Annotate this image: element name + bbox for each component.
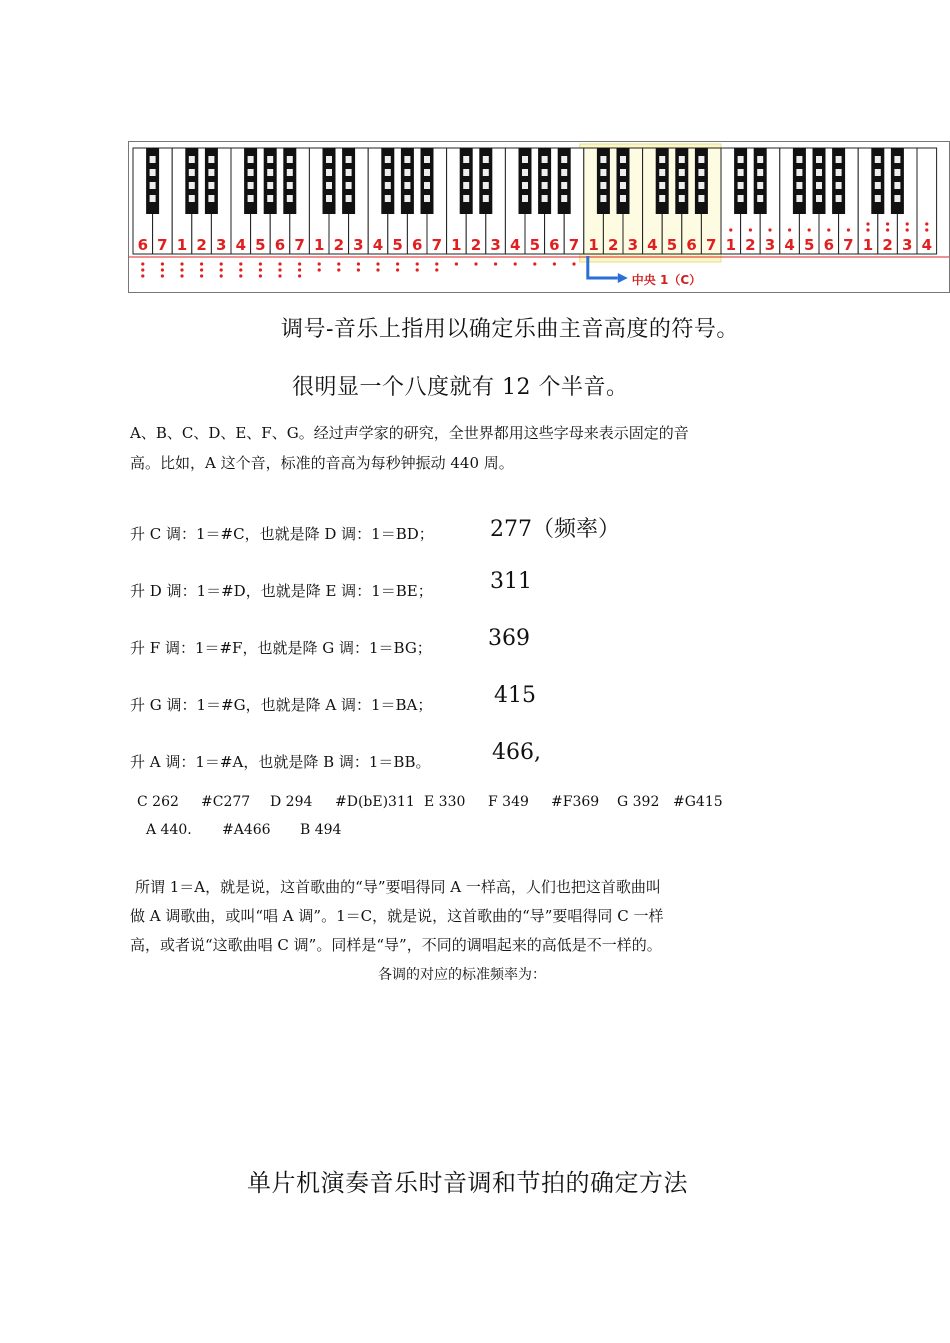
black-key-mark (561, 169, 567, 176)
paragraph-notes-line-2: 高。比如，A 这个音，标准的音高为每秒钟振动 440 周。 (130, 454, 514, 472)
white-key-number: 5 (666, 236, 678, 254)
white-key-number: 4 (372, 236, 384, 254)
black-key-mark (346, 195, 352, 202)
black-key-mark (404, 182, 410, 189)
key-line-f-sharp: 升 F 调：1＝#F，也就是降 G 调：1＝BG； (130, 639, 432, 657)
black-key-mark (738, 182, 744, 189)
freq-item: #F369 (551, 794, 600, 810)
white-key-number: 4 (921, 236, 933, 254)
heading-semitones: 很明显一个八度就有 12 个半音。 (292, 375, 629, 400)
white-key-number: 7 (431, 236, 443, 254)
black-key-mark (875, 182, 881, 189)
black-key-mark (463, 182, 469, 189)
black-key-mark (248, 195, 254, 202)
black-key-mark (404, 169, 410, 176)
white-key-number: 3 (764, 236, 776, 254)
black-key-mark (738, 195, 744, 202)
octave-dot (278, 274, 281, 277)
black-key-mark (561, 156, 567, 163)
octave-dot (220, 268, 223, 271)
white-key-number: 3 (215, 236, 227, 254)
black-key-mark (385, 182, 391, 189)
octave-dot (337, 268, 340, 271)
octave-dot (788, 228, 791, 231)
black-key-mark (875, 169, 881, 176)
black-key-mark (679, 169, 685, 176)
black-key-mark (189, 169, 195, 176)
octave-dot (298, 274, 301, 277)
octave-dot (298, 262, 301, 265)
octave-dot (259, 262, 262, 265)
octave-dot (827, 228, 830, 231)
octave-dot (141, 274, 144, 277)
octave-dot (925, 222, 928, 225)
octave-dot (161, 268, 164, 271)
octave-dot (220, 274, 223, 277)
black-key-mark (208, 182, 214, 189)
octave-dot (239, 274, 242, 277)
black-key-mark (424, 169, 430, 176)
black-key-mark (738, 169, 744, 176)
black-key-mark (659, 195, 665, 202)
black-key-mark (150, 156, 156, 163)
octave-dot (278, 262, 281, 265)
paragraph-1-equals-a-line-3: 高，或者说“这歌曲唱 C 调”。同样是“导”，不同的调唱起来的高低是不一样的。 (130, 936, 662, 954)
black-key-mark (404, 195, 410, 202)
black-key-mark (483, 182, 489, 189)
white-key-number: 3 (901, 236, 913, 254)
black-key-mark (424, 182, 430, 189)
black-key-mark (757, 169, 763, 176)
white-key-number: 1 (588, 236, 599, 254)
black-key-mark (698, 195, 704, 202)
black-key-mark (561, 182, 567, 189)
black-key-mark (600, 169, 606, 176)
octave-dot (278, 268, 281, 271)
black-key-mark (679, 195, 685, 202)
black-key-mark (659, 156, 665, 163)
black-key-mark (248, 156, 254, 163)
octave-dot (239, 262, 242, 265)
white-key-number: 4 (784, 236, 795, 254)
freq-item: A 440. (146, 822, 192, 838)
octave-dot (161, 274, 164, 277)
black-key-mark (424, 195, 430, 202)
white-key-number: 1 (176, 236, 188, 254)
frequency-caption: 各调的对应的标准频率为： (378, 967, 546, 983)
white-key-number: 1 (862, 236, 874, 254)
octave-dot (259, 274, 262, 277)
freq-item: #A466 (222, 822, 271, 838)
octave-dot (396, 268, 399, 271)
octave-dot (200, 268, 203, 271)
freq-item: #D(bE)311 (335, 794, 415, 810)
black-key-mark (542, 169, 548, 176)
key-freq-g-sharp: 415 (494, 683, 536, 708)
black-key-mark (836, 156, 842, 163)
octave-dot (180, 274, 183, 277)
black-key-mark (875, 156, 881, 163)
key-freq-c-sharp: 277（频率） (490, 517, 620, 542)
black-key-mark (248, 182, 254, 189)
black-key-mark (267, 182, 273, 189)
freq-item: D 294 (270, 794, 313, 810)
arrow-head-icon (618, 273, 628, 283)
black-key-mark (522, 156, 528, 163)
black-key-mark (150, 182, 156, 189)
octave-dot (180, 262, 183, 265)
octave-dot (435, 262, 438, 265)
black-key-mark (757, 156, 763, 163)
black-key-mark (679, 156, 685, 163)
white-key-number: 3 (353, 236, 364, 254)
piano-keyboard-figure (128, 141, 950, 293)
white-key-number: 2 (745, 236, 756, 254)
octave-dot (298, 268, 301, 271)
white-key-number: 6 (823, 236, 835, 254)
black-key-mark (346, 169, 352, 176)
white-key-number: 6 (411, 236, 423, 254)
black-key-mark (326, 169, 332, 176)
key-freq-d-sharp: 311 (490, 569, 532, 594)
white-key-number: 3 (490, 236, 501, 254)
freq-item: F 349 (488, 794, 529, 810)
octave-dot (749, 228, 752, 231)
octave-dot (553, 262, 556, 265)
octave-dot (474, 262, 477, 265)
paragraph-1-equals-a-line-2: 做 A 调歌曲，或叫“唱 A 调”。1＝C，就是说，这首歌曲的“导”要唱得同 C 一样 (130, 907, 664, 925)
paragraph-notes-line-1: A、B、C、D、E、F、G。经过声学家的研究，全世界都用这些字母来表示固定的音 (130, 424, 689, 442)
black-key-mark (404, 156, 410, 163)
black-key-mark (816, 182, 822, 189)
white-key-number: 6 (686, 236, 697, 254)
black-key-mark (287, 156, 293, 163)
freq-item: G 392 (617, 794, 660, 810)
white-key-number: 7 (294, 236, 305, 254)
black-key-mark (542, 156, 548, 163)
octave-dot (514, 262, 517, 265)
black-key-mark (620, 182, 626, 189)
black-key-mark (208, 169, 214, 176)
black-key-mark (600, 195, 606, 202)
white-key-number: 4 (647, 236, 658, 254)
black-key-mark (836, 182, 842, 189)
black-key-mark (248, 169, 254, 176)
black-key-mark (757, 195, 763, 202)
octave-dot (141, 262, 144, 265)
white-key-number: 1 (313, 236, 325, 254)
black-key-mark (796, 156, 802, 163)
white-key-number: 1 (451, 236, 462, 254)
black-key-mark (189, 156, 195, 163)
heading-key-signature: 调号-音乐上指用以确定乐曲主音高度的符号。 (281, 317, 739, 342)
black-key-mark (287, 195, 293, 202)
octave-dot (161, 262, 164, 265)
white-key-number: 2 (607, 236, 619, 254)
octave-dot (533, 262, 536, 265)
black-key-mark (267, 195, 273, 202)
black-key-mark (698, 182, 704, 189)
black-key-mark (542, 182, 548, 189)
octave-dot (200, 262, 203, 265)
white-key-number: 2 (470, 236, 482, 254)
key-line-a-sharp: 升 A 调：1＝#A，也就是降 B 调：1＝BB。 (130, 753, 431, 771)
key-freq-a-sharp: 466, (492, 740, 541, 765)
octave-dot (435, 268, 438, 271)
octave-dot (337, 262, 340, 265)
black-key-mark (620, 195, 626, 202)
black-key-mark (150, 169, 156, 176)
black-key-mark (600, 156, 606, 163)
black-key-mark (796, 195, 802, 202)
key-line-d-sharp: 升 D 调：1＝#D，也就是降 E 调：1＝BE； (130, 582, 433, 600)
black-key-mark (208, 195, 214, 202)
black-key-mark (385, 156, 391, 163)
octave-dot (886, 222, 889, 225)
octave-dot (180, 268, 183, 271)
section-title: 单片机演奏音乐时音调和节拍的确定方法 (247, 1169, 688, 1197)
key-line-c-sharp: 升 C 调：1＝#C，也就是降 D 调：1＝BD； (130, 525, 434, 543)
black-key-mark (561, 195, 567, 202)
white-key-number: 4 (235, 236, 247, 254)
black-key-mark (796, 182, 802, 189)
black-key-mark (483, 195, 489, 202)
white-key-number: 2 (196, 236, 207, 254)
black-key-mark (894, 169, 900, 176)
octave-dot (376, 262, 379, 265)
octave-dot (866, 228, 869, 231)
black-key-mark (463, 195, 469, 202)
white-key-number: 2 (882, 236, 893, 254)
octave-dot (768, 228, 771, 231)
black-key-mark (463, 156, 469, 163)
black-key-mark (698, 169, 704, 176)
white-key-number: 1 (725, 236, 737, 254)
black-key-mark (836, 169, 842, 176)
white-key-number: 7 (843, 236, 854, 254)
octave-dot (239, 268, 242, 271)
black-key-mark (385, 169, 391, 176)
white-key-number: 5 (392, 236, 403, 254)
black-key-mark (522, 182, 528, 189)
white-key-number: 5 (803, 236, 815, 254)
octave-dot (357, 268, 360, 271)
black-key-mark (620, 156, 626, 163)
black-key-mark (600, 182, 606, 189)
black-key-mark (208, 156, 214, 163)
black-key-mark (463, 169, 469, 176)
octave-dot (906, 228, 909, 231)
white-key-number: 7 (705, 236, 717, 254)
white-key-number: 6 (549, 236, 560, 254)
freq-item: B 494 (300, 822, 342, 838)
black-key-mark (483, 156, 489, 163)
white-key-number: 6 (137, 236, 149, 254)
black-key-mark (875, 195, 881, 202)
white-key-number: 7 (568, 236, 580, 254)
key-line-g-sharp: 升 G 调：1＝#G，也就是降 A 调：1＝BA； (130, 696, 433, 714)
octave-dot (318, 262, 321, 265)
key-freq-f-sharp: 369 (488, 626, 530, 651)
octave-dot (376, 268, 379, 271)
freq-item: #C277 (201, 794, 251, 810)
freq-item: C 262 (137, 794, 179, 810)
white-key-number: 4 (509, 236, 521, 254)
black-key-mark (816, 169, 822, 176)
black-key-mark (894, 156, 900, 163)
octave-dot (808, 228, 811, 231)
octave-dot (220, 262, 223, 265)
octave-dot (866, 222, 869, 225)
black-key-mark (287, 182, 293, 189)
black-key-mark (679, 182, 685, 189)
black-key-mark (698, 156, 704, 163)
black-key-mark (757, 182, 763, 189)
octave-dot (259, 268, 262, 271)
white-key-number: 3 (627, 236, 639, 254)
octave-dot (729, 228, 732, 231)
octave-dot (886, 228, 889, 231)
black-key-mark (620, 169, 626, 176)
black-key-mark (659, 182, 665, 189)
octave-dot (847, 228, 850, 231)
freq-item: E 330 (424, 794, 466, 810)
black-key-mark (189, 195, 195, 202)
octave-dot (200, 274, 203, 277)
octave-dot (141, 268, 144, 271)
black-key-mark (816, 195, 822, 202)
octave-dot (318, 268, 321, 271)
white-key-number: 6 (274, 236, 286, 254)
black-key-mark (894, 182, 900, 189)
black-key-mark (483, 169, 489, 176)
black-key-mark (326, 182, 332, 189)
octave-dot (925, 228, 928, 231)
black-key-mark (796, 169, 802, 176)
black-key-mark (522, 169, 528, 176)
octave-dot (572, 262, 575, 265)
black-key-mark (287, 169, 293, 176)
black-key-mark (150, 195, 156, 202)
octave-dot (416, 262, 419, 265)
white-key-number: 7 (157, 236, 168, 254)
piano-keyboard (129, 142, 950, 293)
octave-dot (494, 262, 497, 265)
middle-c-label: 中央 1（C） (631, 273, 702, 287)
black-key-mark (385, 195, 391, 202)
white-key-number: 2 (333, 236, 345, 254)
octave-dot (906, 222, 909, 225)
black-key-mark (346, 182, 352, 189)
octave-dot (357, 262, 360, 265)
black-key-mark (836, 195, 842, 202)
octave-dot (396, 262, 399, 265)
black-key-mark (738, 156, 744, 163)
black-key-mark (894, 195, 900, 202)
black-key-mark (424, 156, 430, 163)
freq-item: #G415 (673, 794, 723, 810)
white-key-number: 5 (529, 236, 541, 254)
black-key-mark (542, 195, 548, 202)
octave-dot (416, 268, 419, 271)
black-key-mark (189, 182, 195, 189)
black-key-mark (267, 169, 273, 176)
black-key-mark (816, 156, 822, 163)
black-key-mark (659, 169, 665, 176)
black-key-mark (326, 195, 332, 202)
white-key-number: 5 (255, 236, 266, 254)
paragraph-1-equals-a-line-1: 所谓 1＝A，就是说，这首歌曲的“导”要唱得同 A 一样高，人们也把这首歌曲叫 (135, 878, 661, 896)
octave-dot (455, 262, 458, 265)
black-key-mark (346, 156, 352, 163)
black-key-mark (522, 195, 528, 202)
black-key-mark (326, 156, 332, 163)
black-key-mark (267, 156, 273, 163)
